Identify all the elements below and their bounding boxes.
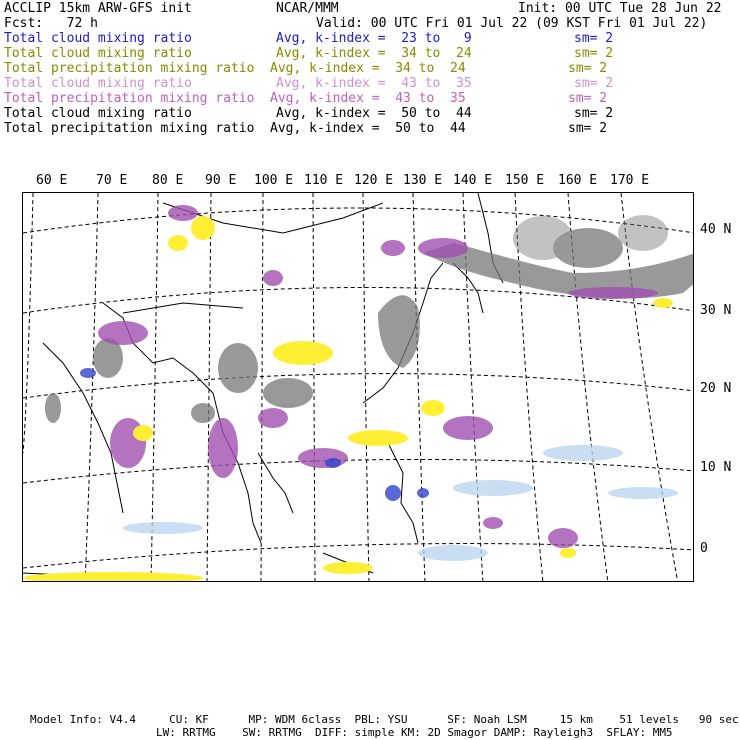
field-avg: Avg, k-index = 50 to 44 <box>270 121 466 136</box>
precip-patch <box>568 287 658 299</box>
precip-patch <box>381 240 405 256</box>
cloud-patch <box>325 458 341 468</box>
field-sm: sm= 2 <box>568 91 608 106</box>
cloud-patch <box>543 445 623 461</box>
lon-label: 70 E <box>96 173 128 188</box>
map-panel <box>22 192 694 582</box>
cloud-patch <box>323 562 373 574</box>
precip-patch <box>258 408 288 428</box>
cloud-patch <box>608 487 678 499</box>
cloud-patch <box>348 430 408 446</box>
cloud-patch <box>23 572 203 582</box>
cloud-patch <box>123 522 203 534</box>
precip-patch <box>418 238 468 258</box>
precip-patch <box>298 448 348 468</box>
forecast-hour: Fcst: 72 h <box>4 16 98 31</box>
precip-patch <box>443 416 493 440</box>
field-sm: sm= 2 <box>574 106 614 121</box>
cloud-patch <box>513 216 573 260</box>
precip-patch <box>208 418 238 478</box>
coastline <box>258 453 293 513</box>
field-name: Total cloud mixing ratio <box>4 106 192 121</box>
map-title: ACCLIP 15km ARW-GFS init <box>4 1 192 16</box>
lat-label: 30 N <box>700 303 732 318</box>
field-avg: Avg, k-index = 23 to 9 <box>276 31 472 46</box>
cloud-patch <box>560 548 576 558</box>
precip-patch <box>548 528 578 548</box>
lat-label: 20 N <box>700 381 732 396</box>
cloud-patch <box>80 368 96 378</box>
organization-label: NCAR/MMM <box>276 1 339 16</box>
cloud-patch <box>417 488 429 498</box>
cloud-patch <box>168 235 188 251</box>
meridian-line <box>363 193 369 582</box>
lon-label: 90 E <box>205 173 237 188</box>
field-name: Total cloud mixing ratio <box>4 31 192 46</box>
lon-label: 120 E <box>354 173 394 188</box>
map-canvas <box>23 193 694 582</box>
parallel-line <box>23 374 694 398</box>
cloud-patch <box>218 343 258 393</box>
border-line <box>123 303 243 313</box>
valid-time: Valid: 00 UTC Fri 01 Jul 22 (09 KST Fri 01 Jul 22) <box>316 16 708 31</box>
gray-field <box>45 215 694 423</box>
field-sm: sm= 2 <box>568 61 608 76</box>
precip-patch <box>98 321 148 345</box>
precip-patch <box>168 205 198 221</box>
field-name: Total precipitation mixing ratio <box>4 61 255 76</box>
cloud-patch <box>421 400 445 416</box>
cloud-patch <box>263 378 313 408</box>
cloud-patch <box>653 298 673 308</box>
model-info-line1: Model Info: V4.4 CU: KF MP: WDM 6class PBL: YSU SF: Noah LSM 15 km 51 levels 90 sec <box>30 713 739 726</box>
field-sm: sm= 2 <box>574 76 614 91</box>
field-name: Total cloud mixing ratio <box>4 76 192 91</box>
cloud-patch <box>378 295 420 368</box>
lon-label: 160 E <box>558 173 598 188</box>
lon-label: 130 E <box>403 173 443 188</box>
lat-label: 40 N <box>700 222 732 237</box>
cloud-patch <box>191 216 215 240</box>
cloud-patch <box>418 545 488 561</box>
field-sm: sm= 2 <box>568 121 608 136</box>
precip-patch <box>263 270 283 286</box>
field-sm: sm= 2 <box>574 31 614 46</box>
meridian-line <box>85 193 98 582</box>
cloud-patch <box>385 485 401 501</box>
lon-label: 150 E <box>505 173 545 188</box>
meridian-line <box>261 193 263 582</box>
yellow-field <box>23 216 673 582</box>
field-avg: Avg, k-index = 50 to 44 <box>276 106 472 121</box>
field-name: Total precipitation mixing ratio <box>4 91 255 106</box>
meridian-line <box>621 193 678 582</box>
cloud-patch <box>45 393 61 423</box>
field-avg: Avg, k-index = 34 to 24 <box>270 61 466 76</box>
cloud-patch <box>133 425 153 441</box>
cloud-patch <box>273 341 333 365</box>
cloud-patch <box>191 403 215 423</box>
field-sm: sm= 2 <box>574 46 614 61</box>
precip-patch <box>483 517 503 529</box>
lon-label: 110 E <box>304 173 344 188</box>
lon-label: 60 E <box>36 173 68 188</box>
lat-label: 0 <box>700 541 708 556</box>
lon-label: 140 E <box>453 173 493 188</box>
cloud-patch <box>618 215 668 251</box>
cloud-patch <box>453 480 533 496</box>
lat-label: 10 N <box>700 460 732 475</box>
field-name: Total cloud mixing ratio <box>4 46 192 61</box>
init-time: Init: 00 UTC Tue 28 Jun 22 <box>518 1 722 16</box>
lon-label: 100 E <box>254 173 294 188</box>
field-avg: Avg, k-index = 43 to 35 <box>270 91 466 106</box>
lon-label: 80 E <box>152 173 184 188</box>
field-name: Total precipitation mixing ratio <box>4 121 255 136</box>
meridian-line <box>313 193 315 582</box>
field-avg: Avg, k-index = 34 to 24 <box>276 46 472 61</box>
model-info-line2: LW: RRTMG SW: RRTMG DIFF: simple KM: 2D Smagor DAMP: Rayleigh3 SFLAY: MM5 <box>156 726 673 739</box>
lon-label: 170 E <box>610 173 650 188</box>
field-avg: Avg, k-index = 43 to 35 <box>276 76 472 91</box>
